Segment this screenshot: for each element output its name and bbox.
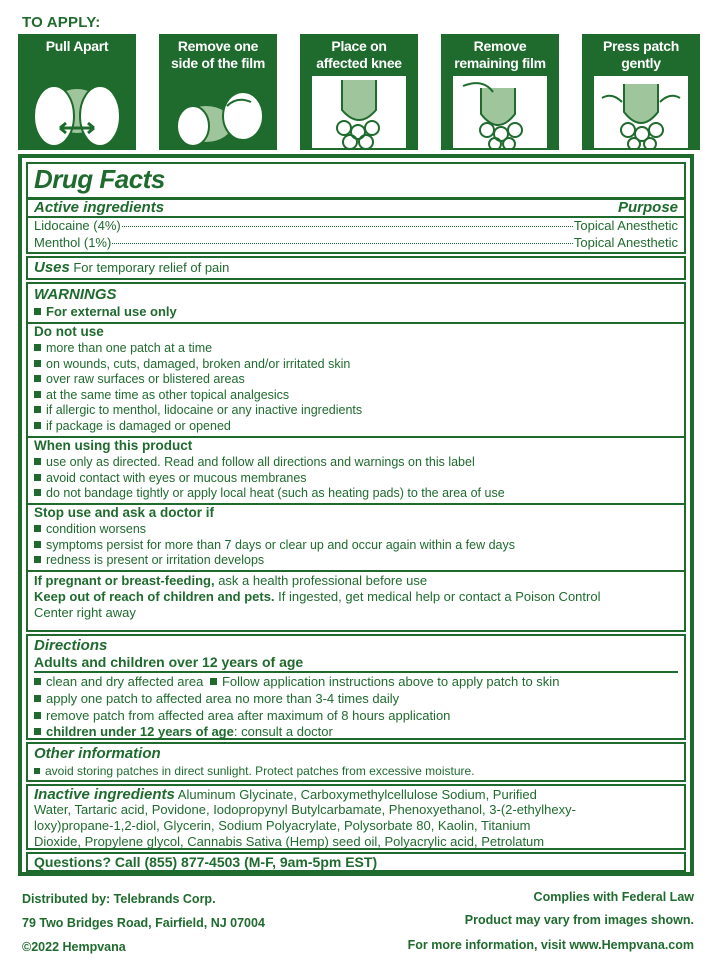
step-place-on-knee: Place on affected knee	[300, 34, 418, 150]
inactive-line-3: loxy)propane-1,2-diol, Glycerin, Sodium Polyacrylate, Polysorbate 80, Kaolin, Titanium	[34, 818, 531, 833]
list-item: use only as directed. Read and follow all directions and warnings on this label	[34, 455, 475, 469]
inactive-ingredients-section	[26, 784, 686, 850]
step-pull-apart: Pull Apart	[18, 34, 136, 150]
address: 79 Two Bridges Road, Fairfield, NJ 07004	[22, 916, 265, 930]
list-item: if package is damaged or opened	[34, 419, 231, 433]
external-use-line: For external use only	[34, 304, 177, 319]
list-item: at the same time as other topical analgesics	[34, 388, 289, 402]
questions-section	[26, 852, 686, 872]
list-item: do not bandage tightly or apply local heat (such as heating pads) to the area of use	[34, 486, 505, 500]
list-item: apply one patch to affected area no more than 3-4 times daily	[34, 691, 399, 706]
drug-facts-panel	[18, 154, 694, 876]
list-item: clean and dry affected area Follow application instructions above to apply patch to skin	[34, 674, 559, 689]
apply-steps	[18, 34, 700, 150]
do-not-use-title: Do not use	[34, 324, 104, 339]
product-may-vary: Product may vary from images shown.	[464, 913, 694, 927]
copyright: ©2022 Hempvana	[22, 940, 126, 954]
list-item: more than one patch at a time	[34, 341, 212, 355]
ingredient-row: Menthol (1%) Topical Anesthetic	[34, 235, 678, 250]
list-item: on wounds, cuts, damaged, broken and/or irritated skin	[34, 357, 350, 371]
directions-title: Directions	[34, 637, 108, 654]
list-item: avoid storing patches in direct sunlight. Protect patches from excessive moisture.	[34, 764, 475, 778]
keep-out-line: Keep out of reach of children and pets. If ingested, get medical help or contact a Poison Control	[34, 589, 601, 604]
list-item: redness is present or irritation develops	[34, 553, 264, 567]
active-ingredients-section	[26, 162, 686, 254]
uses-text: For temporary relief of pain	[73, 260, 230, 275]
keep-out-line-2: Center right away	[34, 605, 136, 620]
stop-use-title: Stop use and ask a doctor if	[34, 505, 215, 520]
ingredient-row: Lidocaine (4%) Topical Anesthetic	[34, 218, 678, 233]
list-item: avoid contact with eyes or mucous membranes	[34, 471, 307, 485]
warnings-title: WARNINGS	[34, 286, 117, 303]
step-press-patch: Press patch gently	[582, 34, 700, 150]
inactive-line-1: Inactive ingredients Aluminum Glycinate, Carboxymethylcellulose Sodium, Purified	[34, 786, 537, 803]
to-apply-heading: TO APPLY:	[22, 14, 101, 31]
distributed-by: Distributed by: Telebrands Corp.	[22, 892, 216, 906]
step-remove-remaining-film: Remove remaining film	[441, 34, 559, 150]
directions-subtitle: Adults and children over 12 years of age	[34, 654, 304, 670]
when-using-title: When using this product	[34, 438, 193, 453]
list-item: condition worsens	[34, 522, 146, 536]
active-ingredients-header: Active ingredients	[34, 199, 165, 216]
list-item: if allergic to menthol, lidocaine or any inactive ingredients	[34, 403, 362, 417]
other-information-title: Other information	[34, 745, 161, 762]
directions-section	[26, 634, 686, 740]
more-info-link[interactable]: For more information, visit www.Hempvana.com	[407, 938, 694, 952]
list-item: remove patch from affected area after maximum of 8 hours application	[34, 708, 450, 723]
uses-label: Uses	[34, 259, 70, 276]
questions-line: Questions? Call (855) 877-4503 (M-F, 9am-5pm EST)	[34, 854, 378, 870]
list-item: children under 12 years of age: consult a doctor	[34, 724, 333, 739]
complies-federal-law: Complies with Federal Law	[533, 890, 694, 904]
purpose-header: Purpose	[617, 199, 678, 216]
uses-section	[26, 256, 686, 280]
list-item: over raw surfaces or blistered areas	[34, 372, 245, 386]
inactive-line-2: Water, Tartaric acid, Povidone, Iodopropynyl Butylcarbamate, Phenoxyethanol, 3-(2-ethylhexy-	[34, 802, 576, 817]
warnings-section	[26, 282, 686, 632]
list-item: symptoms persist for more than 7 days or clear up and occur again within a few days	[34, 538, 515, 552]
drug-facts-title: Drug Facts	[34, 164, 165, 194]
other-information-section	[26, 742, 686, 782]
pregnant-line: If pregnant or breast-feeding, ask a health professional before use	[34, 573, 428, 588]
step-remove-one-side: Remove one side of the film	[159, 34, 277, 150]
inactive-line-4: Dioxide, Propylene glycol, Cannabis Sativa (Hemp) seed oil, Polyacrylic acid, Petrolatum	[34, 834, 545, 849]
